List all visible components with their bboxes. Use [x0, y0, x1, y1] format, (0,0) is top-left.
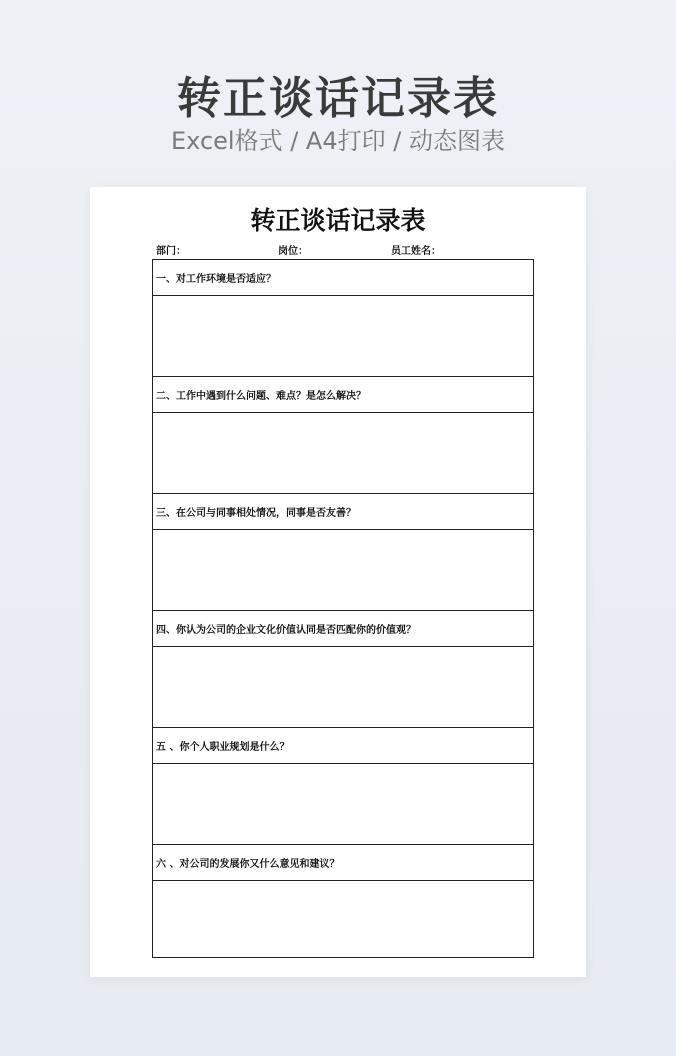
answer-area[interactable]	[153, 413, 533, 494]
question-row: 六 、对公司的发展你又什么意见和建议？	[153, 845, 533, 881]
question-row: 三、在公司与同事相处情况，同事是否友善？	[153, 494, 533, 530]
question-row: 五 、你个人职业规划是什么？	[153, 728, 533, 764]
question-row: 二、工作中遇到什么问题、难点？是怎么解决？	[153, 377, 533, 413]
position-label: 岗位：	[278, 246, 308, 257]
department-label: 部门：	[156, 246, 186, 257]
answer-area[interactable]	[153, 647, 533, 728]
employee-name-label: 员工姓名：	[391, 246, 441, 257]
answer-area[interactable]	[153, 296, 533, 377]
document-page	[90, 187, 586, 977]
interview-form-table	[152, 259, 534, 958]
banner-title: 转正谈话记录表	[177, 73, 499, 124]
answer-area[interactable]	[153, 530, 533, 611]
banner-subtitle: Excel格式 / A4打印 / 动态图表	[171, 127, 505, 155]
question-row: 一、对工作环境是否适应？	[153, 260, 533, 296]
answer-area[interactable]	[153, 881, 533, 961]
answer-area[interactable]	[153, 764, 533, 845]
question-row: 四、你认为公司的企业文化价值认同是否匹配你的价值观？	[153, 611, 533, 647]
document-title: 转正谈话记录表	[250, 206, 426, 235]
